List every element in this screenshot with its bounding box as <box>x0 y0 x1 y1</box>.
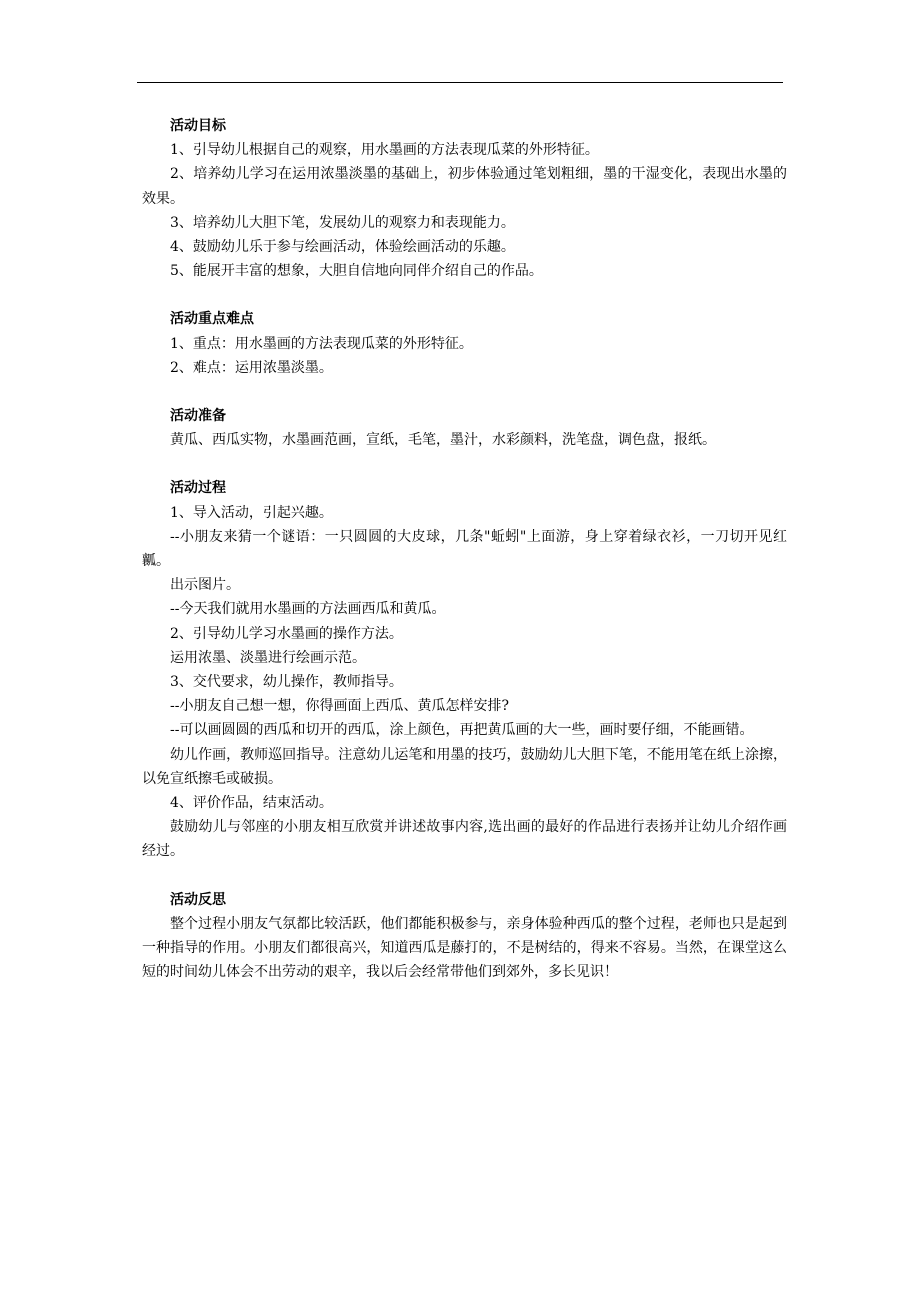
paragraph: --小朋友自己想一想，你得画面上西瓜、黄瓜怎样安排? <box>170 698 509 715</box>
section-preparation <box>142 404 787 452</box>
paragraph: 幼儿作画，教师巡回指导。注意幼儿运笔和用墨的技巧，鼓励幼儿大胆下笔，不能用笔在纸上涂擦，以免宣纸擦毛或破损。 <box>142 746 787 787</box>
section-heading: 活动重点难点 <box>170 311 254 328</box>
paragraph: 3、交代要求，幼儿操作，教师指导。 <box>170 674 403 691</box>
paragraph: 2、难点：运用浓墨淡墨。 <box>170 359 333 376</box>
paragraph: 出示图片。 <box>170 577 240 594</box>
paragraph: 2、培养幼儿学习在运用浓墨淡墨的基础上，初步体验通过笔划粗细，墨的干湿变化，表现出水墨的效果。 <box>142 166 787 207</box>
paragraph: --可以画圆圆的西瓜和切开的西瓜，涂上颜色，再把黄瓜画的大一些，画时要仔细，不能画错。 <box>170 722 754 739</box>
paragraph: 5、能展开丰富的想象，大胆自信地向同伴介绍自己的作品。 <box>170 263 543 280</box>
section-heading: 活动目标 <box>170 118 226 134</box>
section-goals <box>142 114 787 283</box>
paragraph: --今天我们就用水墨画的方法画西瓜和黄瓜。 <box>170 601 446 618</box>
section-heading: 活动过程 <box>170 480 226 497</box>
paragraph: 3、培养幼儿大胆下笔，发展幼儿的观察力和表现能力。 <box>170 214 515 231</box>
section-key-points <box>142 307 787 380</box>
paragraph: 4、鼓励幼儿乐于参与绘画活动，体验绘画活动的乐趣。 <box>170 239 515 256</box>
paragraph: 1、引导幼儿根据自己的观察，用水墨画的方法表现瓜菜的外形特征。 <box>170 142 599 159</box>
paragraph: 鼓励幼儿与邻座的小朋友相互欣赏并讲述故事内容,选出画的最好的作品进行表扬并让幼儿介绍作画经过。 <box>142 819 787 860</box>
section-heading: 活动准备 <box>170 408 226 425</box>
section-process <box>142 476 787 863</box>
paragraph: 2、引导幼儿学习水墨画的操作方法。 <box>170 625 403 642</box>
document-body <box>142 114 787 985</box>
section-reflection <box>142 888 787 985</box>
paragraph: --小朋友来猜一个谜语：一只圆圆的大皮球，几条"蚯蚓"上面游，身上穿着绿衣衫，一刀切开见红瓤。 <box>142 528 787 570</box>
header-rule <box>137 82 783 83</box>
paragraph: 黄瓜、西瓜实物，水墨画范画，宣纸，毛笔，墨汁，水彩颜料，洗笔盘，调色盘，报纸。 <box>170 432 716 449</box>
paragraph: 4、评价作品，结束活动。 <box>170 795 333 812</box>
paragraph: 1、重点：用水墨画的方法表现瓜菜的外形特征。 <box>170 335 473 352</box>
paragraph: 整个过程小朋友气氛都比较活跃，他们都能积极参与，亲身体验种西瓜的整个过程，老师也只是起到一种指导的作用。小朋友们都很高兴，知道西瓜是藤打的，不是树结的，得来不容易。当然，在课堂这么短的时间幼儿体会不出劳动的艰辛，我以后会经常带他们到郊外，多长见识！ <box>142 915 787 981</box>
paragraph: 1、导入活动，引起兴趣。 <box>170 504 333 521</box>
paragraph: 运用浓墨、淡墨进行绘画示范。 <box>170 649 366 666</box>
section-heading: 活动反思 <box>170 891 226 908</box>
